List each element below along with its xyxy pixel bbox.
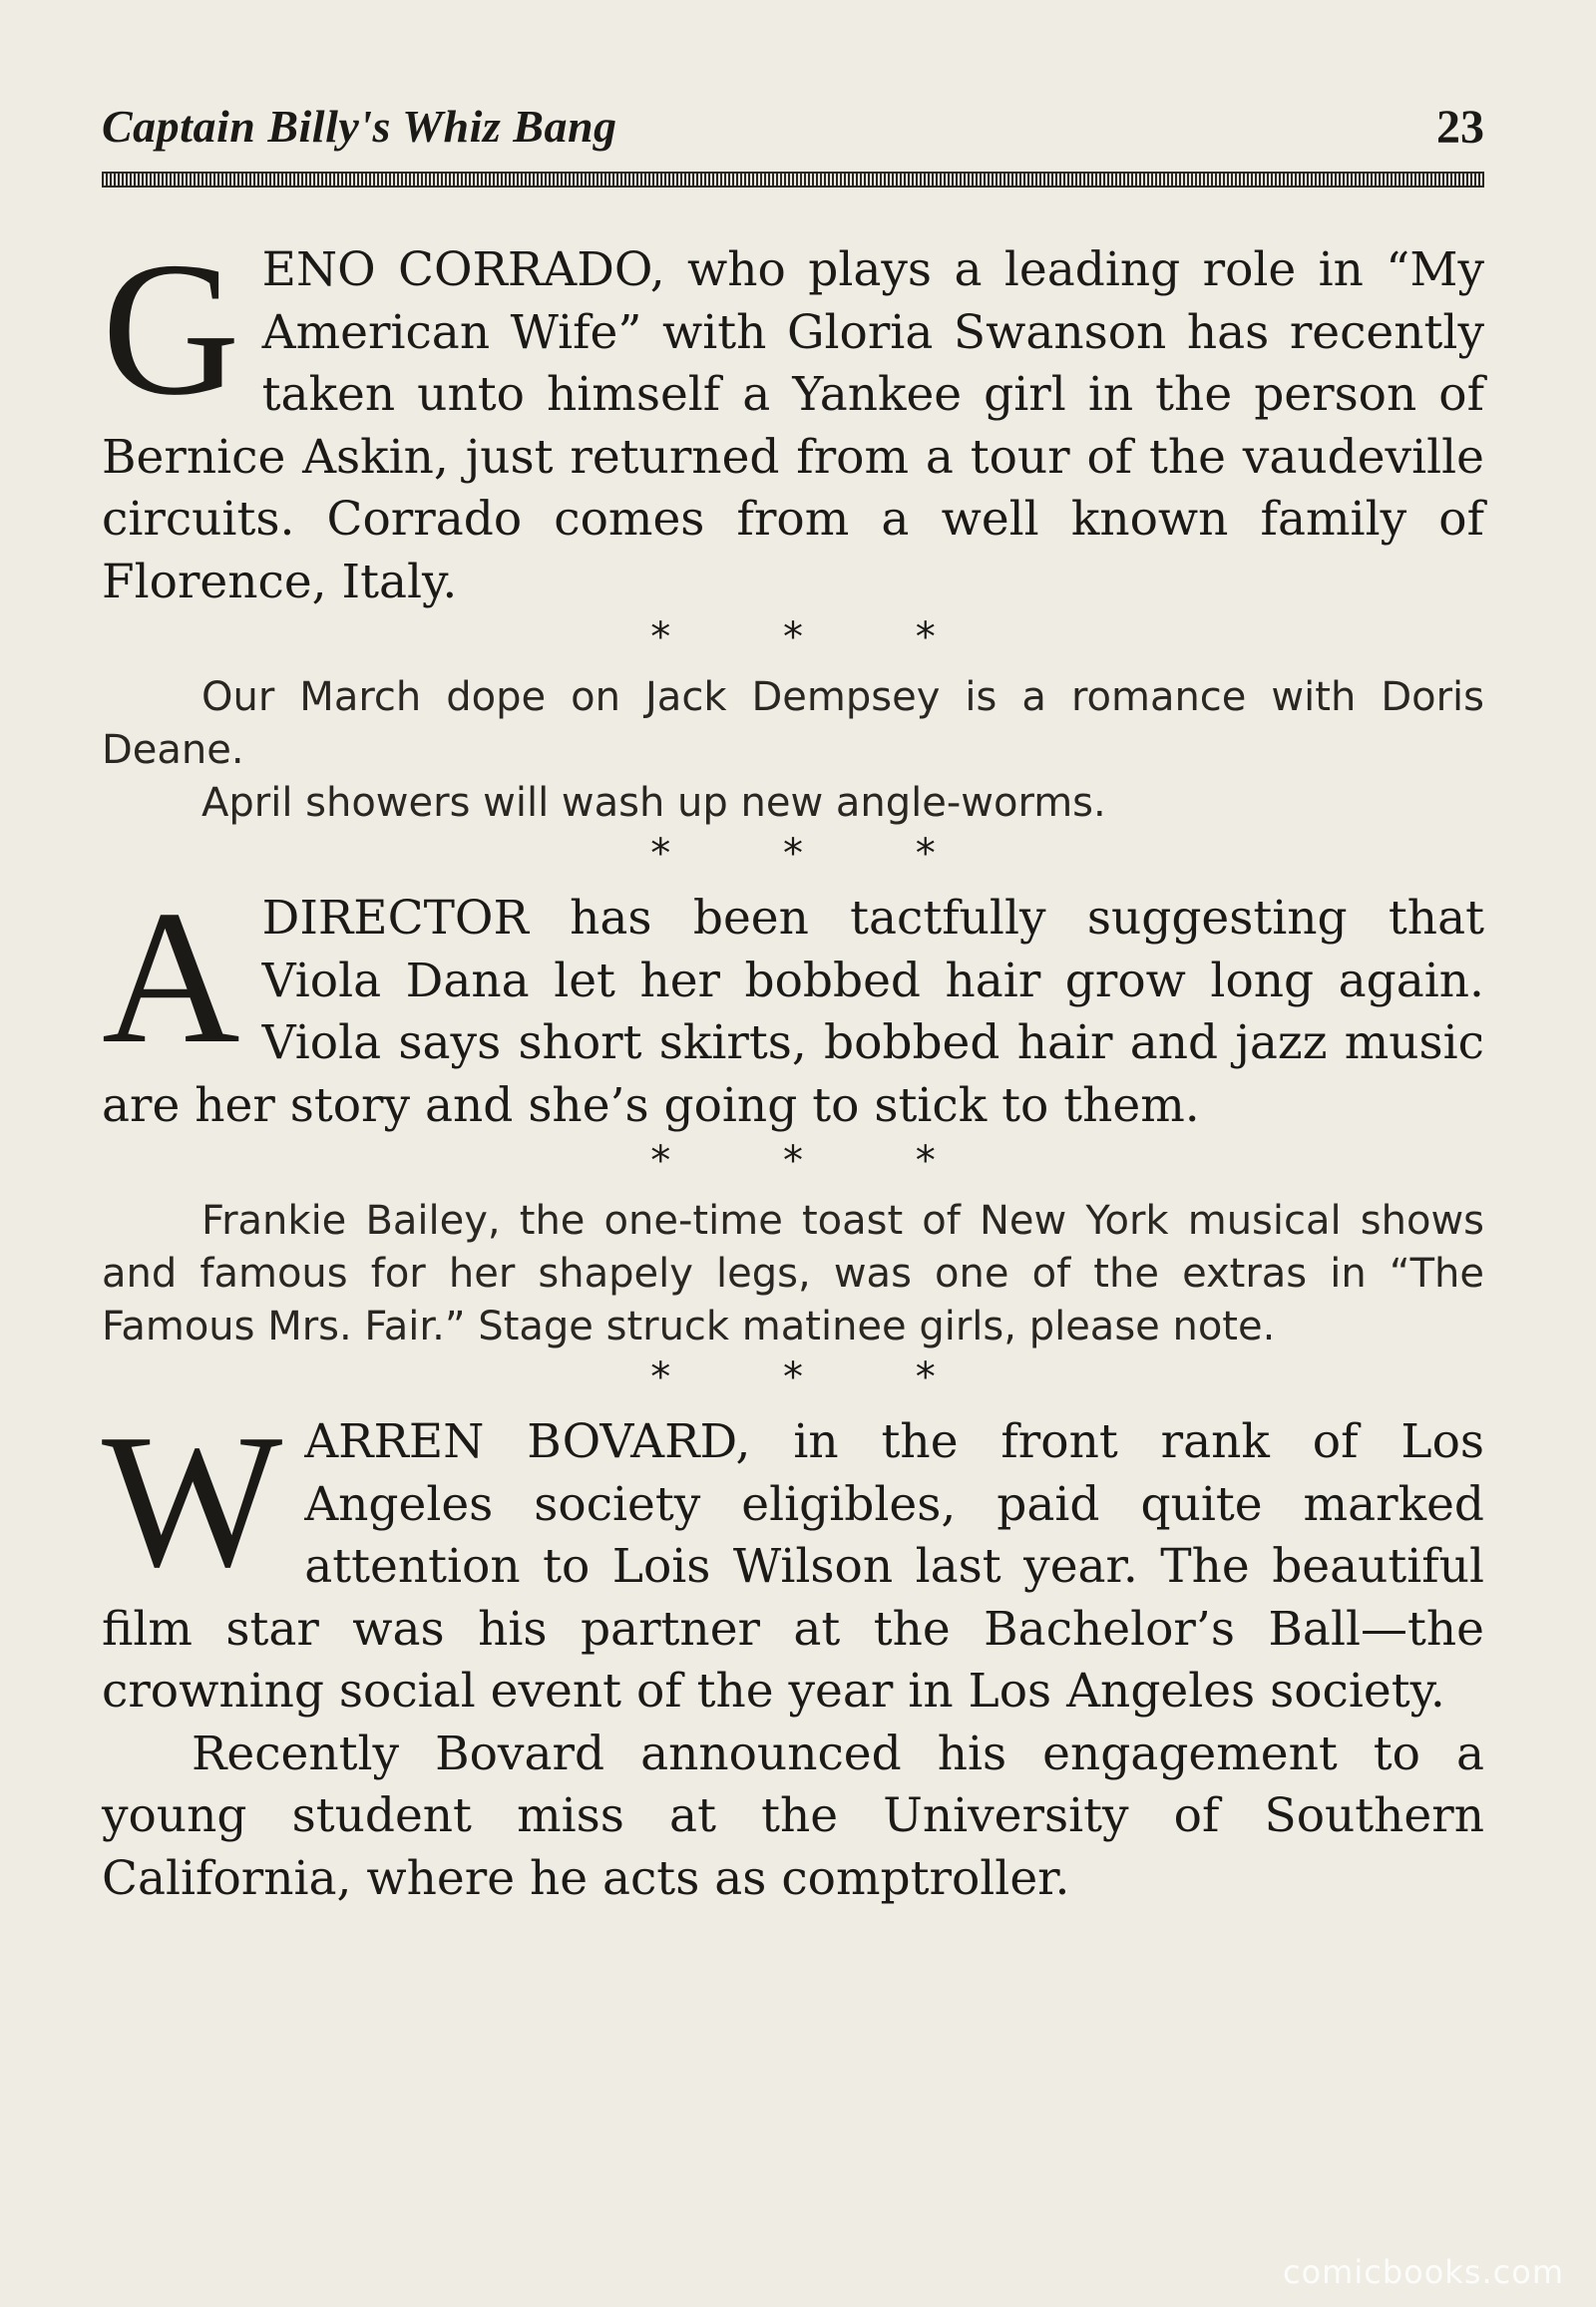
separator-stars: * * * xyxy=(650,831,986,877)
page-number: 23 xyxy=(1436,101,1484,154)
item-text: , in the front rank of Los Angeles society eligibles, paid quite marked attention to Lois Wilson last year. The beautiful film star was his partner at the Bachelor’s Ball—the crowning social event of the year in Los Angeles society. xyxy=(102,1414,1484,1719)
magazine-title: Captain Billy's Whiz Bang xyxy=(102,101,617,152)
item-lead: ARREN BOVARD xyxy=(304,1414,736,1469)
item-lead: DIRECTOR xyxy=(261,891,529,946)
watermark: comicbooks.com xyxy=(1282,2253,1564,2291)
item-text: has been tactfully suggesting that Viola Dana let her bobbed hair grow long again. Viola says short skirts, bobbed hair and jazz music are her story and she’s going to stick to them. xyxy=(102,891,1484,1133)
item-text: Recently Bovard announced his engagement to a young student miss at the University of Southern California, where he acts as comptroller. xyxy=(102,1726,1484,1906)
item-text: April showers will wash up new angle-worms. xyxy=(201,780,1106,826)
item-jack-dempsey xyxy=(102,671,1484,830)
item-lead: ENO CORRADO xyxy=(261,242,650,297)
separator-stars: * * * xyxy=(650,1138,986,1184)
running-head xyxy=(102,100,1484,170)
item-viola-dana xyxy=(102,871,1484,1137)
item-geno-corrado xyxy=(102,222,1485,613)
magazine-page xyxy=(102,100,1484,1910)
separator-stars: * * * xyxy=(650,1354,986,1400)
drop-cap: A xyxy=(102,871,240,1083)
drop-cap: W xyxy=(102,1394,283,1607)
item-warren-bovard xyxy=(102,1394,1484,1910)
drop-cap: G xyxy=(102,222,240,435)
item-text: Frankie Bailey, the one-time toast of New York musical shows and famous for her shapely legs, was one of the extras in “The Famous Mrs. Fair.” Stage struck matinee girls, please note. xyxy=(102,1198,1484,1349)
separator-stars: * * * xyxy=(650,614,986,660)
item-frankie-bailey xyxy=(102,1195,1484,1353)
item-text: Our March dope on Jack Dempsey is a romance with Doris Deane. xyxy=(102,674,1484,773)
item-text: , who plays a leading role in “My American Wife” with Gloria Swanson has recently taken unto himself a Yankee girl in the person of Bernice Askin, just returned from a tour of the vaudeville circuits. Corrado comes from a well known family of Florence, Italy. xyxy=(102,242,1485,609)
header-rule xyxy=(102,172,1484,188)
